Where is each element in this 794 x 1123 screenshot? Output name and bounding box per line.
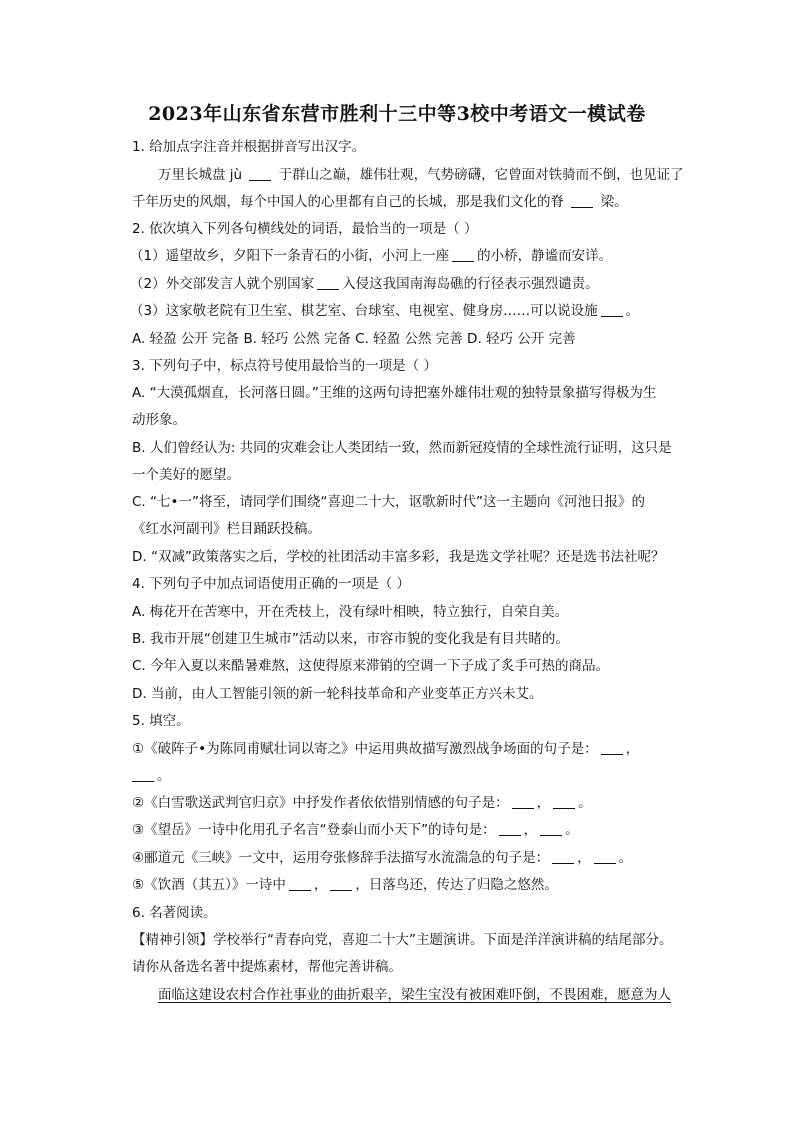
question-2-sentence-3: （3）这家敬老院有卫生室、棋艺室、台球室、电视室、健身房……可以说设施 。 xyxy=(130,303,640,319)
question-6-paragraph-1: 【精神引领】学校举行“青春向党，喜迎二十大”主题演讲。下面是洋洋演讲稿的结尾部分。 xyxy=(132,932,673,948)
question-4-option-b[interactable]: B. 我市开展“创建卫生城市”活动以来，市容市貌的变化我是有目共睹的。 xyxy=(132,631,569,647)
question-6-paragraph-2: 请你从备选名著中提炼素材，帮他完善讲稿。 xyxy=(132,959,402,975)
question-1-heading: 1. 给加点字注音并根据拼音写出汉字。 xyxy=(132,139,366,155)
question-3-option-c-cont: 《红水河副刊》栏目踊跃投稿。 xyxy=(132,521,321,537)
question-4-heading: 4. 下列句子中加点词语使用正确的一项是（ ） xyxy=(132,576,410,592)
fill-item-2: ②《白雪歌送武判官归京》中抒发作者依依惜别情感的句子是： ， 。 xyxy=(132,795,592,811)
question-3-option-b[interactable]: B. 人们曾经认为: 共同的灾难会让人类团结一致，然而新冠疫情的全球性流行证明，这只是 xyxy=(132,440,672,456)
fill-item-3: ③《望岳》一诗中化用孔子名言“登泰山而小天下”的诗句是： ， 。 xyxy=(132,822,579,838)
answer-blank[interactable] xyxy=(452,247,474,262)
answer-blank[interactable] xyxy=(601,302,623,317)
answer-blank[interactable] xyxy=(571,193,593,208)
question-2-sentence-1: （1）遥望故乡，夕阳下一条青石的小街，小河上一座 的小桥，静谧而安详。 xyxy=(130,248,613,264)
question-3-option-a-cont: 动形象。 xyxy=(132,412,186,428)
question-6-heading: 6. 名著阅读。 xyxy=(132,905,217,921)
fill-item-1: ①《破阵子•为陈同甫赋壮词以寄之》中运用典故描写激烈战争场面的句子是： ， xyxy=(132,741,640,757)
question-3-option-b-cont: 一个美好的愿望。 xyxy=(132,467,240,483)
answer-blank[interactable] xyxy=(553,794,575,809)
question-3-option-c[interactable]: C. “七•一”将至，请同学们围绕“喜迎二十大，讴歌新时代”这一主题向《河池日报》的 xyxy=(132,494,645,510)
answer-blank[interactable] xyxy=(552,849,574,864)
answer-blank[interactable] xyxy=(317,275,339,290)
question-4-option-a[interactable]: A. 梅花开在苦寒中，开在秃枝上，没有绿叶相映，特立独行，自荣自美。 xyxy=(132,604,569,620)
question-3-heading: 3. 下列句子中，标点符号使用最恰当的一项是（ ） xyxy=(132,358,437,374)
fill-item-5: ⑤《饮酒（其五）》一诗中 ， ，日落鸟还，传达了归隐之悠然。 xyxy=(132,877,558,893)
question-1-line-2: 千年历史的风烟，每个中国人的心里都有自己的长城，那是我们文化的脊 梁。 xyxy=(132,194,628,210)
answer-blank[interactable] xyxy=(289,876,311,891)
question-4-option-c[interactable]: C. 今年入夏以来酷暑难熬，这使得原来滞销的空调一下子成了炙手可热的商品。 xyxy=(132,658,610,674)
question-2-heading: 2. 依次填入下列各句横线处的词语，最恰当的一项是（ ） xyxy=(132,221,478,237)
question-3-option-a[interactable]: A. “大漠孤烟直，长河落日圆。”王维的这两句诗把塞外雄伟壮观的独特景象描写得极为生 xyxy=(132,385,657,401)
question-6-underlined-passage: 面临这建设农村合作社事业的曲折艰辛，梁生宝没有被困难吓倒，不畏困难，愿意为人 xyxy=(158,987,671,1003)
question-1-line-1: 万里长城盘 jù 于群山之巅，雄伟壮观，气势磅礴，它曾面对铁骑而不倒，也见证了 xyxy=(158,167,684,183)
answer-blank[interactable] xyxy=(249,166,271,181)
question-3-option-d[interactable]: D. “双减”政策落实之后，学校的社团活动丰富多彩，我是选文学社呢？还是选书法社呢？ xyxy=(132,549,665,565)
question-2-sentence-2: （2）外交部发言人就个别国家 入侵这我国南海岛礁的行径表示强烈谴责。 xyxy=(130,276,599,292)
fill-item-4: ④郦道元《三峡》一文中，运用夸张修辞手法描写水流湍急的句子是： ， 。 xyxy=(132,850,633,866)
question-2-options[interactable]: A. 轻盈 公开 完备 B. 轻巧 公然 完备 C. 轻盈 公然 完善 D. 轻巧 公开 完善 xyxy=(132,331,576,347)
answer-blank[interactable] xyxy=(594,849,616,864)
answer-blank[interactable] xyxy=(601,740,623,755)
answer-blank[interactable] xyxy=(512,794,534,809)
question-5-heading: 5. 填空。 xyxy=(132,713,190,729)
fill-item-1-cont: 。 xyxy=(132,767,171,785)
question-4-option-d[interactable]: D. 当前，由人工智能引领的新一轮科技革命和产业变革正方兴未艾。 xyxy=(132,686,543,702)
answer-blank[interactable] xyxy=(330,876,352,891)
answer-blank[interactable] xyxy=(540,821,562,836)
answer-blank[interactable] xyxy=(132,767,154,782)
page-title: 2023年山东省东营市胜利十三中等3校中考语文一模试卷 xyxy=(148,103,646,125)
answer-blank[interactable] xyxy=(499,821,521,836)
